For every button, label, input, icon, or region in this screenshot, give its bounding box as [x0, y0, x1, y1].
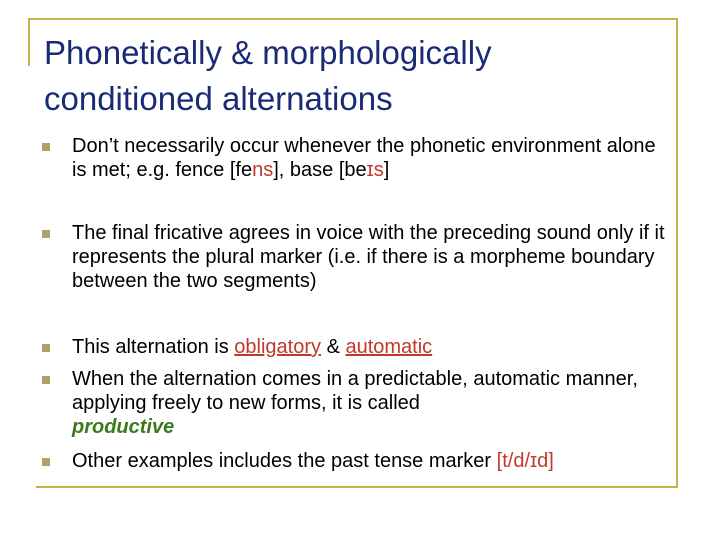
bullet-text-1: Don’t necessarily occur whenever the phonetic environment alone is met; e.g. fence [fens], base [beɪs]: [72, 135, 656, 181]
bullet-marker: [42, 376, 50, 384]
slide-title: [44, 30, 664, 122]
bullet-text-3: This alternation is obligatory & automatic: [72, 336, 433, 358]
bullet-marker: [42, 458, 50, 466]
ipa-fence: ns: [252, 159, 274, 181]
bullet-marker: [42, 230, 50, 238]
obligatory-link[interactable]: obligatory: [234, 336, 322, 358]
frame-top-line: [28, 18, 678, 20]
frame-bottom-line: [36, 486, 678, 488]
bullet-text-5: Other examples includes the past tense marker [t/d/ɪd]: [72, 450, 554, 472]
ipa-past-tense: [t/d/ɪd]: [496, 450, 554, 472]
bullet-text-4: When the alternation comes in a predictable, automatic manner, applying freely to new forms, it is called productive: [72, 368, 638, 438]
bullet-marker: [42, 143, 50, 151]
frame-left-line: [28, 18, 30, 66]
ipa-base: ɪs: [366, 159, 384, 181]
bullet-marker: [42, 344, 50, 352]
title-line-2: conditioned alternations: [44, 80, 393, 117]
title-line-1: Phonetically & morphologically: [44, 34, 492, 71]
frame-right-line: [676, 18, 678, 486]
bullet-text-2: The final fricative agrees in voice with the preceding sound only if it represents the plural marker (i.e. if there is a morpheme boundary between the two segments): [72, 222, 665, 292]
productive-term: productive: [72, 416, 175, 438]
automatic-link[interactable]: automatic: [345, 336, 433, 358]
